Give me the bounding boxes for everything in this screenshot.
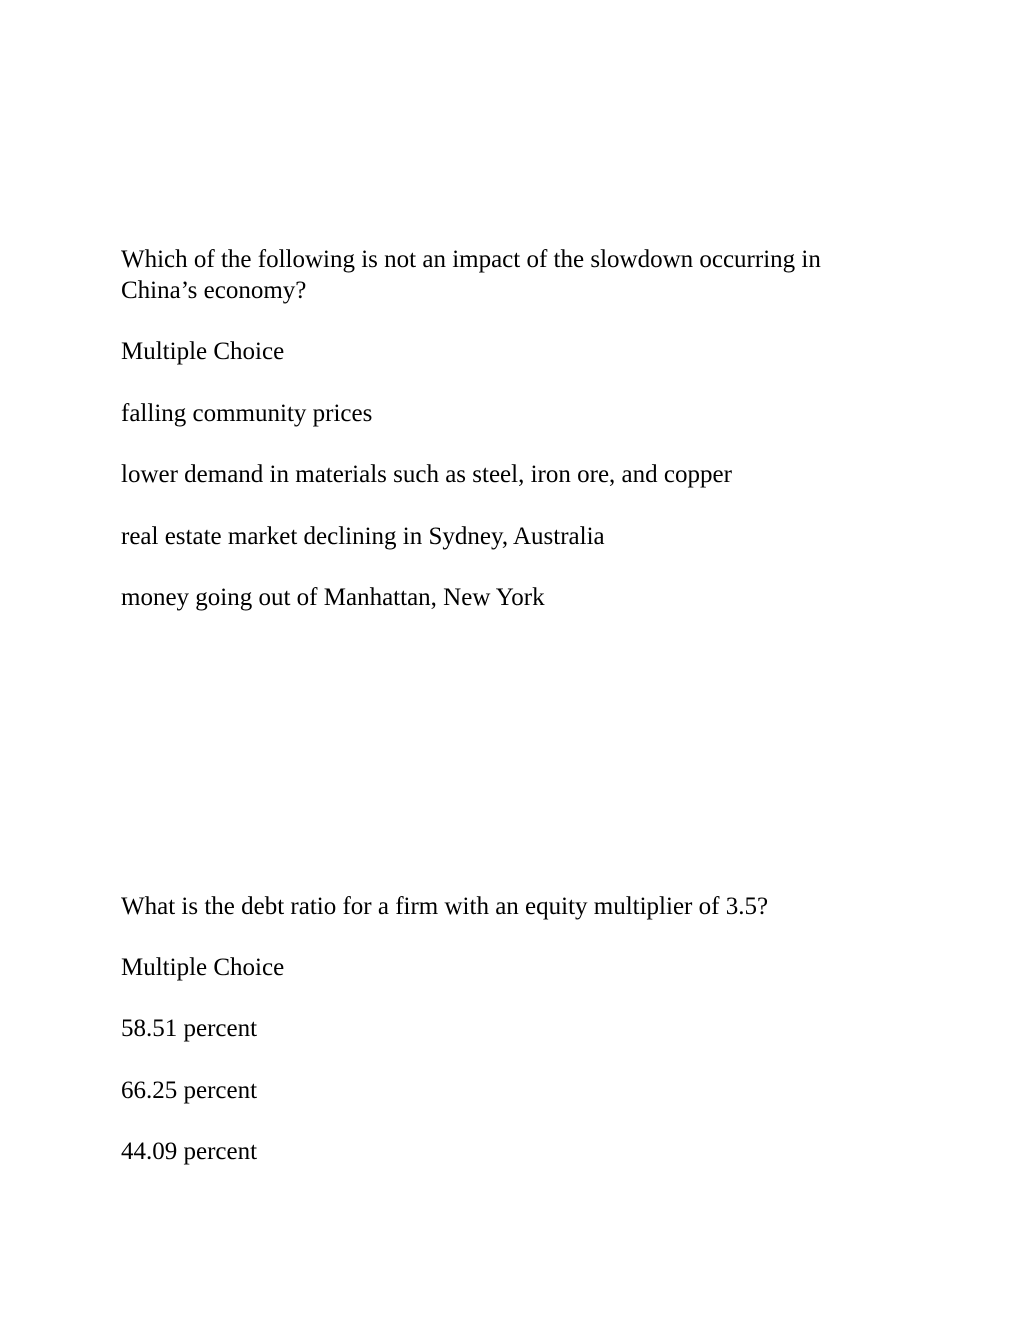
question-1-option-1: falling community prices bbox=[121, 400, 373, 427]
question-2-stem-line-1: What is the debt ratio for a firm with an equity multiplier of 3.5? bbox=[121, 893, 769, 920]
question-2-option-1: 58.51 percent bbox=[121, 1015, 258, 1042]
question-2-option-3: 44.09 percent bbox=[121, 1138, 258, 1165]
question-1-stem-line-2: China’s economy? bbox=[121, 277, 307, 304]
question-1-option-2: lower demand in materials such as steel, iron ore, and copper bbox=[121, 461, 732, 488]
question-1-type-label: Multiple Choice bbox=[121, 338, 285, 365]
question-1-option-3: real estate market declining in Sydney, Australia bbox=[121, 523, 605, 550]
question-2-type-label: Multiple Choice bbox=[121, 954, 285, 981]
question-2-option-2: 66.25 percent bbox=[121, 1077, 258, 1104]
question-1-stem-line-1: Which of the following is not an impact of the slowdown occurring in bbox=[121, 246, 821, 273]
question-1-option-4: money going out of Manhattan, New York bbox=[121, 584, 545, 611]
